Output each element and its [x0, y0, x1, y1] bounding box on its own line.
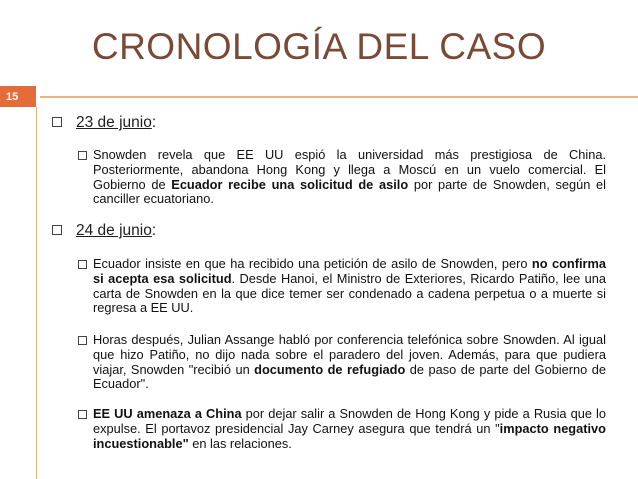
- square-bullet-icon: [78, 151, 87, 160]
- bullet-item: [78, 333, 606, 392]
- bullet-text: [93, 407, 606, 451]
- slide-title: CRONOLOGÍA DEL CASO: [91, 26, 547, 67]
- text-run-bold: no confirma si acepta esa solicitud: [93, 256, 606, 286]
- text-run: por parte de Snowden, según el canciller ecuatoriano.: [93, 176, 606, 207]
- text-run-bold: impacto negativo incuestionable": [93, 420, 606, 451]
- bullet-item: [78, 407, 606, 451]
- section-date-1: 23 de junio:: [52, 114, 156, 132]
- page-number-badge: [0, 86, 36, 107]
- checkbox-bullet-icon: [52, 117, 62, 127]
- text-run: en las relaciones.: [188, 435, 292, 451]
- bullet-item: [78, 257, 606, 316]
- text-run: Horas después, Julian Assange habló por conferencia telefónica sobre Snowden. Al igual que hizo Patiño, no dijo nada sobre el paradero del joven. Además, para que pudiera viajar, Snowden "recibió un: [93, 332, 606, 377]
- bullet-text: [93, 333, 606, 392]
- text-run-bold: documento de refugiado: [254, 361, 406, 377]
- bullet-item: [78, 148, 606, 207]
- square-bullet-icon: [78, 260, 87, 269]
- date-label: 23 de junio: [76, 114, 152, 131]
- bullet-text: [93, 257, 606, 316]
- text-run-bold: Ecuador recibe una solicitud de asilo: [171, 176, 409, 192]
- text-run-bold: EE UU amenaza a China: [93, 406, 242, 421]
- text-run: Ecuador insiste en que ha recibido una petición de asilo de Snowden, pero: [93, 256, 532, 271]
- square-bullet-icon: [78, 336, 87, 345]
- bullet-text: [93, 148, 606, 207]
- title-divider: [40, 96, 638, 98]
- page-number: 15: [6, 90, 19, 103]
- text-run: de paso de parte del Gobierno de Ecuador".: [93, 361, 606, 392]
- date-label: 24 de junio: [76, 222, 152, 239]
- checkbox-bullet-icon: [52, 225, 62, 235]
- square-bullet-icon: [78, 410, 87, 419]
- text-run: por dejar salir a Snowden de Hong Kong y pide a Rusia que lo expulse. El portavoz presidencial Jay Carney asegura que tendrá un ": [93, 406, 606, 436]
- section-date-2: 24 de junio:: [52, 222, 156, 240]
- left-rule: [36, 107, 37, 479]
- text-run: . Desde Hanoi, el Ministro de Exteriores, Ricardo Patiño, lee una carta de Snowden en la que dice temer ser condenado a cadena perpetua o a muerte si regresa a EE UU.: [93, 270, 606, 316]
- text-run: Snowden revela que EE UU espió la universidad más prestigiosa de China. Posteriormente, abandona Hong Kong y llega a Moscú en un vuelo comercial. El Gobierno de: [93, 147, 606, 192]
